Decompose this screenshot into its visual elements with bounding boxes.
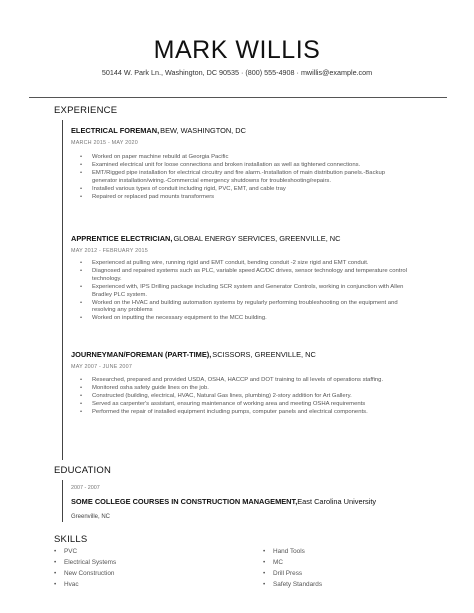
job-title-text: JOURNEYMAN/FOREMAN (PART-TIME),	[71, 350, 212, 359]
job-bullet: • Constructed (building, electrical, HVAC, Natural Gas lines, plumbing) 2-story addition for Art Gallery.	[80, 393, 410, 401]
job-employer: GLOBAL ENERGY SERVICES, GREENVILLE, NC	[173, 234, 341, 243]
skill-item: • Hvac	[54, 579, 116, 590]
job-bullet: • Diagnosed and repaired systems such as PLC, variable speed AC/DC drives, sensor technology and temperature control technology.	[80, 268, 410, 284]
job-dates: MARCH 2015 - MAY 2020	[71, 140, 138, 146]
skill-item: • Drill Press	[263, 568, 322, 579]
skill-item: • Hand Tools	[263, 546, 322, 557]
education-timeline-line	[62, 480, 63, 522]
job-bullet: • Served as carpenter's assistant, ensuring maintenance of working area and meeting OSHA requirements	[80, 401, 410, 409]
education-location: Greenville, NC	[71, 514, 111, 520]
job-bullet: • Worked on paper machine rebuild at Georgia Pacific	[80, 154, 410, 162]
school-name: East Carolina University	[297, 497, 377, 506]
skills-list-right	[263, 546, 322, 590]
job-bullet: • Worked on the HVAC and building automation systems by regularly performing troubleshooting on the equipment and resolving any problems	[80, 300, 410, 316]
job-bullet-list	[80, 377, 410, 417]
job-employer: BEW, WASHINGTON, DC	[160, 126, 246, 135]
education-dates: 2007 - 2007	[71, 485, 100, 491]
experience-timeline-line	[62, 120, 63, 460]
job-bullet: • Examined electrical unit for loose connections and broken installation as well as tightened connections.	[80, 162, 410, 170]
job-bullet-list	[80, 260, 410, 323]
candidate-name: MARK WILLIS	[153, 36, 321, 64]
experience-heading: EXPERIENCE	[54, 105, 118, 116]
job-dates: MAY 2012 - FEBRUARY 2015	[71, 248, 148, 254]
education-heading: EDUCATION	[54, 465, 112, 476]
job-bullet: • Experienced at pulling wire, running rigid and EMT conduit, bending conduit -2 size rigid and EMT conduit.	[80, 260, 410, 268]
section-divider	[29, 97, 447, 98]
degree-text: SOME COLLEGE COURSES IN CONSTRUCTION MANAGEMENT,	[71, 497, 298, 506]
job-bullet: • Worked on inputting the necessary equipment to the MCC building.	[80, 315, 410, 323]
job-title	[71, 350, 316, 359]
job-bullet: • Experienced with, IPS Drilling package including SCR system and Generator Controls, working in conjunction with Allen Bradley PLC system.	[80, 284, 410, 300]
job-bullet: • EMT/Rigged pipe installation for electrical circuitry and fire alarm.-Installation of main distribution panels.-Backup generator installation/wiring.-Commercial emergency shutdowns for troubleshooting/repairs.	[80, 170, 410, 186]
skill-item: • Electrical Systems	[54, 557, 116, 568]
job-bullet: • Installed various types of conduit including rigid, PVC, EMT, and cable tray	[80, 186, 410, 194]
contact-line: 50144 W. Park Ln., Washington, DC 90535 · (800) 555-4908 · mwillis@example.com	[101, 68, 373, 77]
job-title	[71, 126, 246, 135]
skill-item: • PVC	[54, 546, 116, 557]
job-bullet: • Researched, prepared and provided USDA, OSHA, HACCP and DOT training to all levels of operations staffing.	[80, 377, 410, 385]
skill-item: • Safety Standards	[263, 579, 322, 590]
skill-item: • MC	[263, 557, 322, 568]
job-bullet: • Performed the repair of installed equipment including pumps, computer panels and electrical components.	[80, 409, 410, 417]
skills-list-left	[54, 546, 116, 590]
job-title-text: APPRENTICE ELECTRICIAN,	[71, 234, 173, 243]
education-degree	[71, 497, 376, 506]
skills-heading: SKILLS	[54, 534, 88, 545]
skill-item: • New Construction	[54, 568, 116, 579]
job-bullet-list	[80, 154, 410, 201]
job-dates: MAY 2007 - JUNE 2007	[71, 364, 133, 370]
job-bullet: • Repaired or replaced pad mounts transformers	[80, 194, 410, 202]
job-title-text: ELECTRICAL FOREMAN,	[71, 126, 160, 135]
job-bullet: • Monitored osha safety guide lines on the job.	[80, 385, 410, 393]
job-title	[71, 234, 340, 243]
job-employer: SCISSORS, GREENVILLE, NC	[212, 350, 316, 359]
